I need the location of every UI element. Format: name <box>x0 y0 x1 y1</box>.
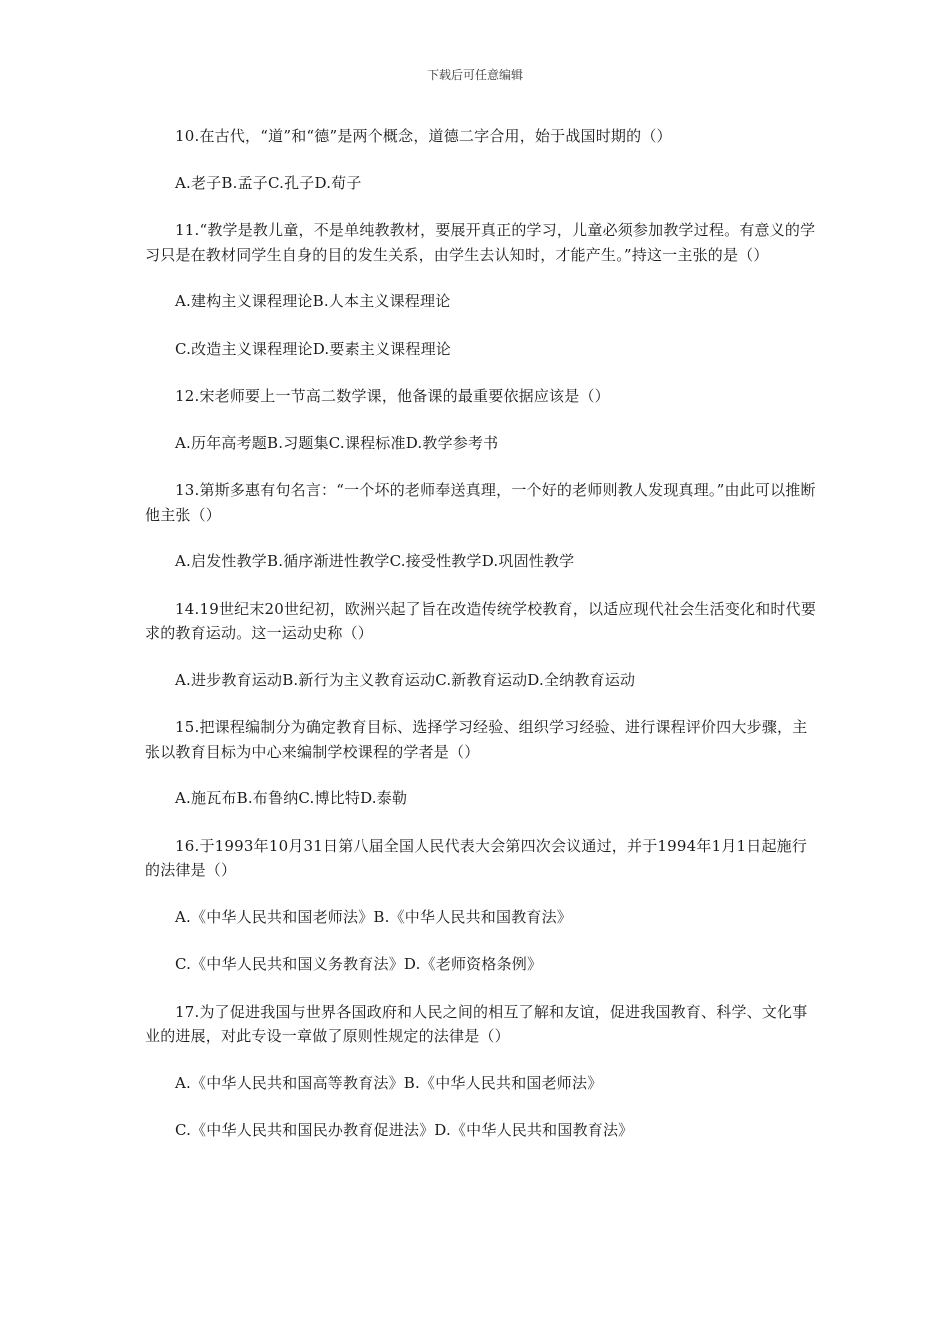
question-text: 13.第斯多惠有句名言：“一个坏的老师奉送真理，一个好的老师则教人发现真理。”由此可以推断他主张（） <box>145 481 816 524</box>
answer-options: A.进步教育运动B.新行为主义教育运动C.新教育运动D.全纳教育运动 <box>175 670 636 689</box>
page-header: 下载后可任意编辑 <box>426 68 523 82</box>
answer-options: A.《中华人民共和国老师法》B.《中华人民共和国教育法》 <box>175 907 572 926</box>
answer-options: C.改造主义课程理论D.要素主义课程理论 <box>175 339 451 358</box>
document-body <box>145 124 820 1166</box>
answer-options: A.老子B.孟子C.孔子D.荀子 <box>175 173 362 192</box>
answer-options: A.建构主义课程理论B.人本主义课程理论 <box>175 292 451 310</box>
answer-options: A.历年高考题B.习题集C.课程标准D.教学参考书 <box>175 433 499 452</box>
answer-options: A.启发性教学B.循序渐进性教学C.接受性教学D.巩固性教学 <box>175 552 575 570</box>
question-text: 17.为了促进我国与世界各国政府和人民之间的相互了解和友谊，促进我国教育、科学、文化事业的进展，对此专设一章做了原则性规定的法律是（） <box>145 1002 808 1045</box>
question-text: 16.于1993年10月31日第八届全国人民代表大会第四次会议通过，并于1994年1月1日起施行的法律是（） <box>145 836 808 879</box>
answer-options: A.施瓦布B.布鲁纳C.博比特D.泰勒 <box>175 789 408 807</box>
answer-options: C.《中华人民共和国义务教育法》D.《老师资格条例》 <box>175 955 543 973</box>
question-text: 12.宋老师要上一节高二数学课，他备课的最重要依据应该是（） <box>175 387 610 405</box>
answer-options: C.《中华人民共和国民办教育促进法》D.《中华人民共和国教育法》 <box>175 1121 634 1139</box>
question-text: 14.19世纪末20世纪初，欧洲兴起了旨在改造传统学校教育，以适应现代社会生活变化和时代要求的教育运动。这一运动史称（） <box>145 599 817 642</box>
question-text: 11.“教学是教儿童，不是单纯教教材，要展开真正的学习，儿童必须参加教学过程。有意义的学习只是在教材同学生自身的目的发生关系，由学生去认知时，才能产生。”持这一主张的是（） <box>145 221 816 264</box>
answer-options: A.《中华人民共和国高等教育法》B.《中华人民共和国老师法》 <box>175 1073 603 1092</box>
question-text: 10.在古代，“道”和“德”是两个概念，道德二字合用，始于战国时期的（） <box>175 127 672 145</box>
question-text: 15.把课程编制分为确定教育目标、选择学习经验、组织学习经验、进行课程评价四大步骤，主张以教育目标为中心来编制学校课程的学者是（） <box>145 718 808 761</box>
